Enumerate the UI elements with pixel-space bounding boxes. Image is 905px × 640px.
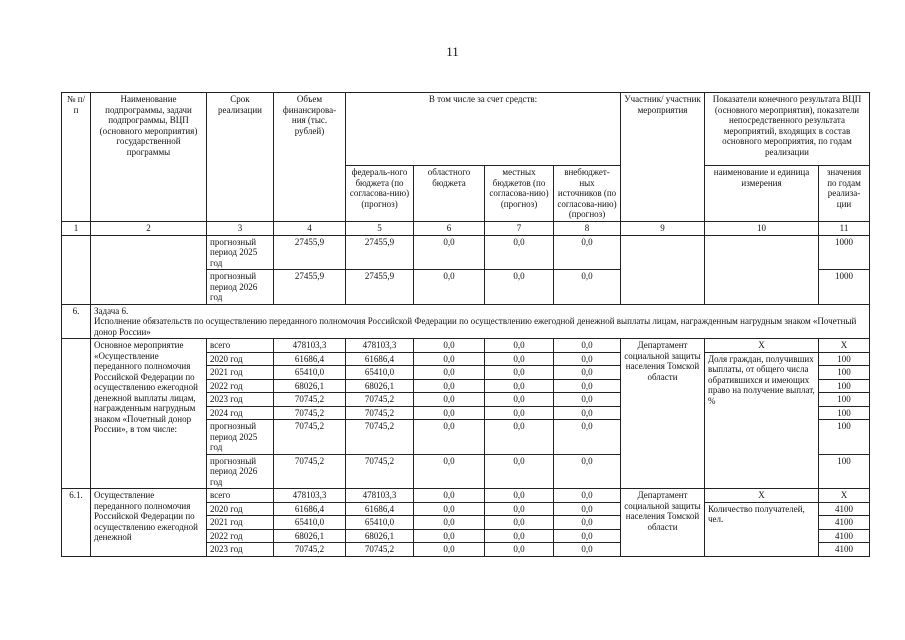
column-number: 10 (705, 221, 819, 235)
federal-cell: 478103,3 (346, 489, 414, 503)
value-cell: 4100 (819, 543, 870, 557)
local-cell: 0,0 (485, 235, 554, 270)
sub-event-participant: Департамент социальной защиты населения Томской области (621, 489, 705, 557)
header-sources-group: В том числе за счет средств: (346, 93, 621, 166)
regional-cell: 0,0 (414, 270, 485, 305)
table-row (62, 489, 870, 503)
extra-cell: 0,0 (554, 543, 621, 557)
value-cell: 100 (819, 393, 870, 407)
sub-event-number: 6.1. (62, 489, 91, 557)
local-cell: 0,0 (485, 516, 554, 530)
total-cell: 70745,2 (274, 393, 346, 407)
table-row (62, 235, 870, 270)
federal-cell: 70745,2 (346, 406, 414, 420)
regional-cell: 0,0 (414, 235, 485, 270)
term-cell: прогнозный период 2026 год (207, 454, 274, 489)
value-cell: 100 (819, 379, 870, 393)
federal-cell: 27455,9 (346, 235, 414, 270)
header-extrabudget: внебюджет-ных источников (по согласова-нию) (прогноз) (554, 166, 621, 222)
header-participant: Участник/ участник мероприятия (621, 93, 705, 222)
term-cell: 2021 год (207, 366, 274, 380)
extra-cell: 0,0 (554, 489, 621, 503)
total-cell: 70745,2 (274, 406, 346, 420)
local-cell: 0,0 (485, 529, 554, 543)
federal-cell: 70745,2 (346, 543, 414, 557)
regional-cell: 0,0 (414, 406, 485, 420)
federal-cell: 70745,2 (346, 393, 414, 407)
column-number: 9 (621, 221, 705, 235)
column-number: 11 (819, 221, 870, 235)
extra-cell: 0,0 (554, 352, 621, 366)
regional-cell: 0,0 (414, 502, 485, 516)
term-cell: 2021 год (207, 516, 274, 530)
header-local: местных бюджетов (по согласова-нию) (прогноз) (485, 166, 554, 222)
regional-cell: 0,0 (414, 489, 485, 503)
total-cell: 68026,1 (274, 529, 346, 543)
regional-cell: 0,0 (414, 366, 485, 380)
regional-cell: 0,0 (414, 379, 485, 393)
term-cell: прогнозный период 2026 год (207, 270, 274, 305)
total-cell: 27455,9 (274, 235, 346, 270)
total-cell: 61686,4 (274, 352, 346, 366)
local-cell: 0,0 (485, 270, 554, 305)
local-cell: 0,0 (485, 406, 554, 420)
local-cell: 0,0 (485, 420, 554, 455)
extra-cell: 0,0 (554, 379, 621, 393)
federal-cell: 65410,0 (346, 516, 414, 530)
task-number: 6. (62, 304, 91, 339)
task-text: Исполнение обязательств по осуществлению переданного полномочия Российской Федерации по осуществлению ежегодной денежной выплаты лицам, награжденным нагрудным знаком «Почетный донор России» (94, 316, 857, 337)
total-cell: 70745,2 (274, 454, 346, 489)
value-cell: Х (819, 339, 870, 353)
local-cell: 0,0 (485, 352, 554, 366)
table-row (62, 339, 870, 353)
header-indicator-name: наименование и единица измерения (705, 166, 819, 222)
column-number: 7 (485, 221, 554, 235)
header-indicators-group: Показатели конечного результата ВЦП (основного мероприятия), показатели непосредственного результата мероприятий, входящих в состав основного мероприятия, по годам реализации (705, 93, 870, 166)
regional-cell: 0,0 (414, 454, 485, 489)
column-number: 1 (62, 221, 91, 235)
term-cell: 2020 год (207, 352, 274, 366)
total-cell: 68026,1 (274, 379, 346, 393)
main-event-indicator-name: Доля граждан, получивших выплаты, от общего числа обратившихся и имеющих право на получение выплат, % (705, 352, 819, 489)
header-term: Срок реализации (207, 93, 274, 222)
federal-cell: 478103,3 (346, 339, 414, 353)
header-federal: федераль-ного бюджета (по согласова-нию) (прогноз) (346, 166, 414, 222)
value-cell: 100 (819, 454, 870, 489)
total-cell: 61686,4 (274, 502, 346, 516)
total-cell: 65410,0 (274, 366, 346, 380)
column-number: 3 (207, 221, 274, 235)
federal-cell: 65410,0 (346, 366, 414, 380)
term-cell: 2020 год (207, 502, 274, 516)
local-cell: 0,0 (485, 454, 554, 489)
local-cell: 0,0 (485, 393, 554, 407)
value-cell: 100 (819, 406, 870, 420)
main-event-participant: Департамент социальной защиты населения Томской области (621, 339, 705, 489)
page-number: 11 (446, 44, 459, 59)
total-cell: 478103,3 (274, 489, 346, 503)
value-cell: 4100 (819, 529, 870, 543)
extra-cell: 0,0 (554, 393, 621, 407)
main-event-name: Основное мероприятие «Осуществление переданного полномочия Российской Федерации по осуществлению ежегодной денежной выплаты лицам, награжденным нагрудным знаком «Почетный донор России», в том числе: (91, 339, 207, 489)
local-cell: 0,0 (485, 543, 554, 557)
column-number: 2 (91, 221, 207, 235)
header-number: № п/п (62, 93, 91, 222)
value-cell: 100 (819, 420, 870, 455)
regional-cell: 0,0 (414, 393, 485, 407)
task-description (91, 304, 870, 339)
header-indicator-values: значения по годам реализа-ции (819, 166, 870, 222)
federal-cell: 70745,2 (346, 420, 414, 455)
regional-cell: 0,0 (414, 339, 485, 353)
value-cell: 1000 (819, 235, 870, 270)
federal-cell: 27455,9 (346, 270, 414, 305)
term-cell: 2023 год (207, 393, 274, 407)
term-cell: всего (207, 489, 274, 503)
header-volume: Объем финансирова-ния (тыс. рублей) (274, 93, 346, 222)
term-cell: всего (207, 339, 274, 353)
total-cell: 27455,9 (274, 270, 346, 305)
column-number: 5 (346, 221, 414, 235)
extra-cell: 0,0 (554, 516, 621, 530)
value-cell: Х (819, 489, 870, 503)
header-name: Наименование подпрограммы, задачи подпрограммы, ВЦП (основного мероприятия) государственной программы (91, 93, 207, 222)
extra-cell: 0,0 (554, 529, 621, 543)
indicator-x-cell: Х (705, 489, 819, 503)
task-title: Задача 6. (94, 305, 129, 316)
total-cell: 70745,2 (274, 543, 346, 557)
total-cell: 478103,3 (274, 339, 346, 353)
term-cell: 2022 год (207, 529, 274, 543)
indicator-x-cell: Х (705, 339, 819, 353)
value-cell: 100 (819, 366, 870, 380)
extra-cell: 0,0 (554, 339, 621, 353)
extra-cell: 0,0 (554, 406, 621, 420)
term-cell: 2022 год (207, 379, 274, 393)
column-number: 4 (274, 221, 346, 235)
extra-cell: 0,0 (554, 270, 621, 305)
task-row (62, 304, 870, 339)
term-cell: 2024 год (207, 406, 274, 420)
extra-cell: 0,0 (554, 454, 621, 489)
regional-cell: 0,0 (414, 352, 485, 366)
term-cell: прогнозный период 2025 год (207, 235, 274, 270)
regional-cell: 0,0 (414, 516, 485, 530)
federal-cell: 61686,4 (346, 502, 414, 516)
value-cell: 4100 (819, 502, 870, 516)
local-cell: 0,0 (485, 502, 554, 516)
total-cell: 65410,0 (274, 516, 346, 530)
federal-cell: 68026,1 (346, 379, 414, 393)
federal-cell: 61686,4 (346, 352, 414, 366)
federal-cell: 70745,2 (346, 454, 414, 489)
regional-cell: 0,0 (414, 420, 485, 455)
program-table (61, 92, 870, 557)
term-cell: прогнозный период 2025 год (207, 420, 274, 455)
column-number: 6 (414, 221, 485, 235)
column-number: 8 (554, 221, 621, 235)
local-cell: 0,0 (485, 339, 554, 353)
extra-cell: 0,0 (554, 420, 621, 455)
term-cell: 2023 год (207, 543, 274, 557)
regional-cell: 0,0 (414, 543, 485, 557)
column-numbers-row (62, 221, 870, 235)
value-cell: 1000 (819, 270, 870, 305)
regional-cell: 0,0 (414, 529, 485, 543)
value-cell: 100 (819, 352, 870, 366)
sub-event-name: Осуществление переданного полномочия Российской Федерации по осуществлению ежегодной денежной (91, 489, 207, 557)
header-regional: областного бюджета (414, 166, 485, 222)
value-cell: 4100 (819, 516, 870, 530)
total-cell: 70745,2 (274, 420, 346, 455)
extra-cell: 0,0 (554, 502, 621, 516)
extra-cell: 0,0 (554, 235, 621, 270)
sub-event-indicator-name: Количество получателей, чел. (705, 502, 819, 556)
local-cell: 0,0 (485, 379, 554, 393)
federal-cell: 68026,1 (346, 529, 414, 543)
local-cell: 0,0 (485, 489, 554, 503)
local-cell: 0,0 (485, 366, 554, 380)
extra-cell: 0,0 (554, 366, 621, 380)
